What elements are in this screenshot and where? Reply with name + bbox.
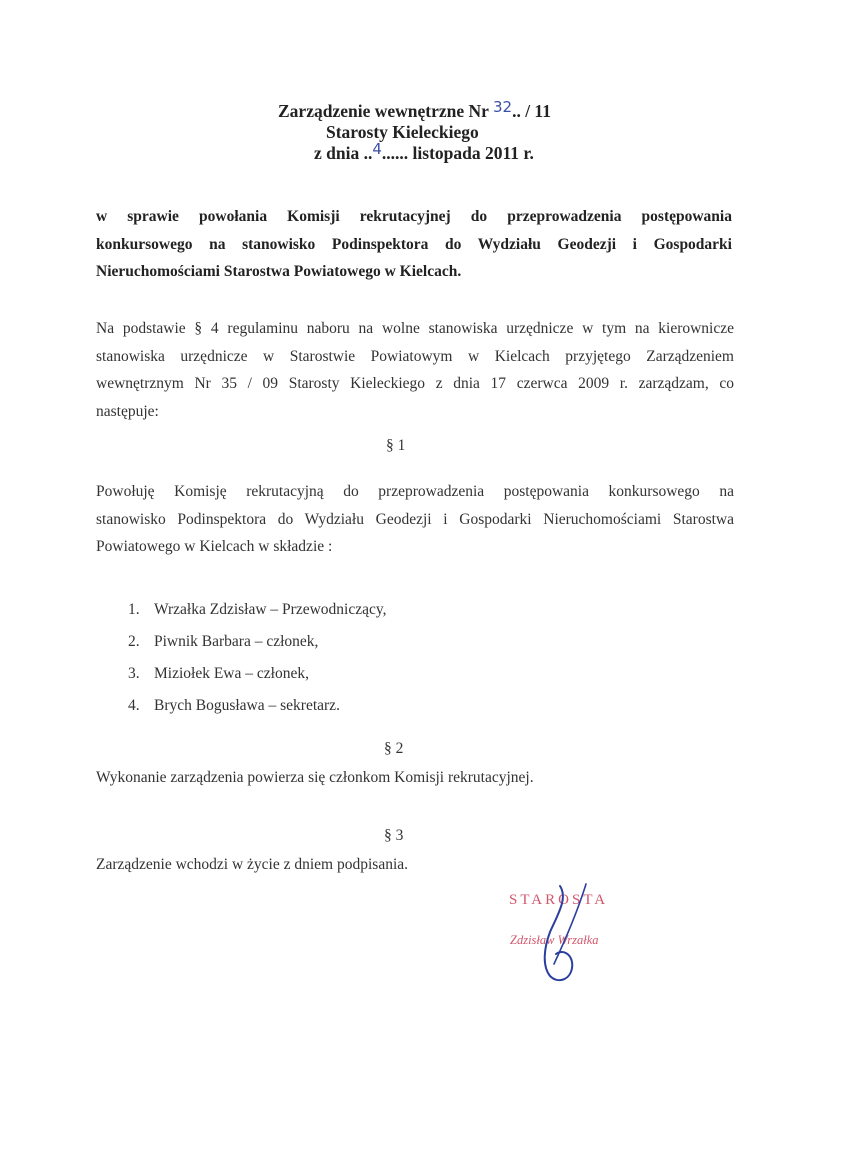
list-item xyxy=(128,594,387,626)
subject-line: w sprawie powołania Komisji rekrutacyjnej do przeprowadzenia postępowania xyxy=(96,208,732,225)
preamble-line: wewnętrznym Nr 35 / 09 Starosty Kieleckiego z dnia 17 czerwca 2009 r. zarządzam, co xyxy=(96,375,734,392)
section-3-text: Zarządzenie wchodzi w życie z dniem podpisania. xyxy=(96,856,409,873)
section-1-line: Powiatowego w Kielcach w składzie : xyxy=(96,538,333,555)
handwritten-number: 32 xyxy=(492,98,513,116)
list-item-number: 2. xyxy=(128,633,140,650)
list-item xyxy=(128,658,387,690)
stamp-title: STAROSTA xyxy=(509,892,609,908)
committee-members-list xyxy=(128,594,387,722)
handwritten-signature xyxy=(528,880,618,990)
list-item-text: Brych Bogusława – sekretarz. xyxy=(154,697,340,714)
list-item-number: 3. xyxy=(128,665,140,682)
ordinance-title xyxy=(278,98,551,122)
list-item xyxy=(128,626,387,658)
section-2-text: Wykonanie zarządzenia powierza się członkom Komisji rekrutacyjnej. xyxy=(96,769,534,786)
section-3-heading: § 3 xyxy=(384,827,404,844)
handwritten-day: 4 xyxy=(372,140,382,158)
subject-block xyxy=(96,203,732,286)
section-1-heading: § 1 xyxy=(386,437,406,454)
preamble-line: Na podstawie § 4 regulaminu naboru na wolne stanowiska urzędnicze w tym na kierownicze xyxy=(96,320,734,337)
subject-line: konkursowego na stanowisko Podinspektora do Wydziału Geodezji i Gospodarki xyxy=(96,235,732,253)
title-prefix: Zarządzenie wewnętrzne Nr xyxy=(278,101,493,121)
list-item xyxy=(128,690,387,722)
list-item-text: Piwnik Barbara – członek, xyxy=(154,633,319,650)
section-2-heading: § 2 xyxy=(384,740,404,757)
preamble-line: stanowiska urzędnicze w Starostwie Powiatowym w Kielcach przyjętego Zarządzeniem xyxy=(96,347,734,365)
issuer-line: Starosty Kieleckiego xyxy=(326,122,479,142)
list-item-number: 4. xyxy=(128,697,140,714)
section-1-line: stanowisko Podinspektora do Wydziału Geodezji i Gospodarki Nieruchomościami Starostwa xyxy=(96,510,734,528)
preamble-block xyxy=(96,315,734,425)
list-item-text: Wrzałka Zdzisław – Przewodniczący, xyxy=(154,601,387,618)
date-suffix: ...... listopada 2011 r. xyxy=(381,143,534,163)
list-item-number: 1. xyxy=(128,601,140,618)
preamble-line: następuje: xyxy=(96,402,159,420)
section-1-line: Powołuję Komisję rekrutacyjną do przeprowadzenia postępowania konkursowego na xyxy=(96,483,734,500)
stamp-name: Zdzisław Wrzałka xyxy=(510,933,599,947)
date-prefix: z dnia .. xyxy=(314,143,373,163)
title-suffix: .. / 11 xyxy=(512,101,551,121)
date-line xyxy=(314,140,534,164)
section-1-body xyxy=(96,478,734,561)
list-item-text: Miziołek Ewa – członek, xyxy=(154,665,309,682)
subject-line: Nieruchomościami Starostwa Powiatowego w Kielcach. xyxy=(96,263,462,280)
